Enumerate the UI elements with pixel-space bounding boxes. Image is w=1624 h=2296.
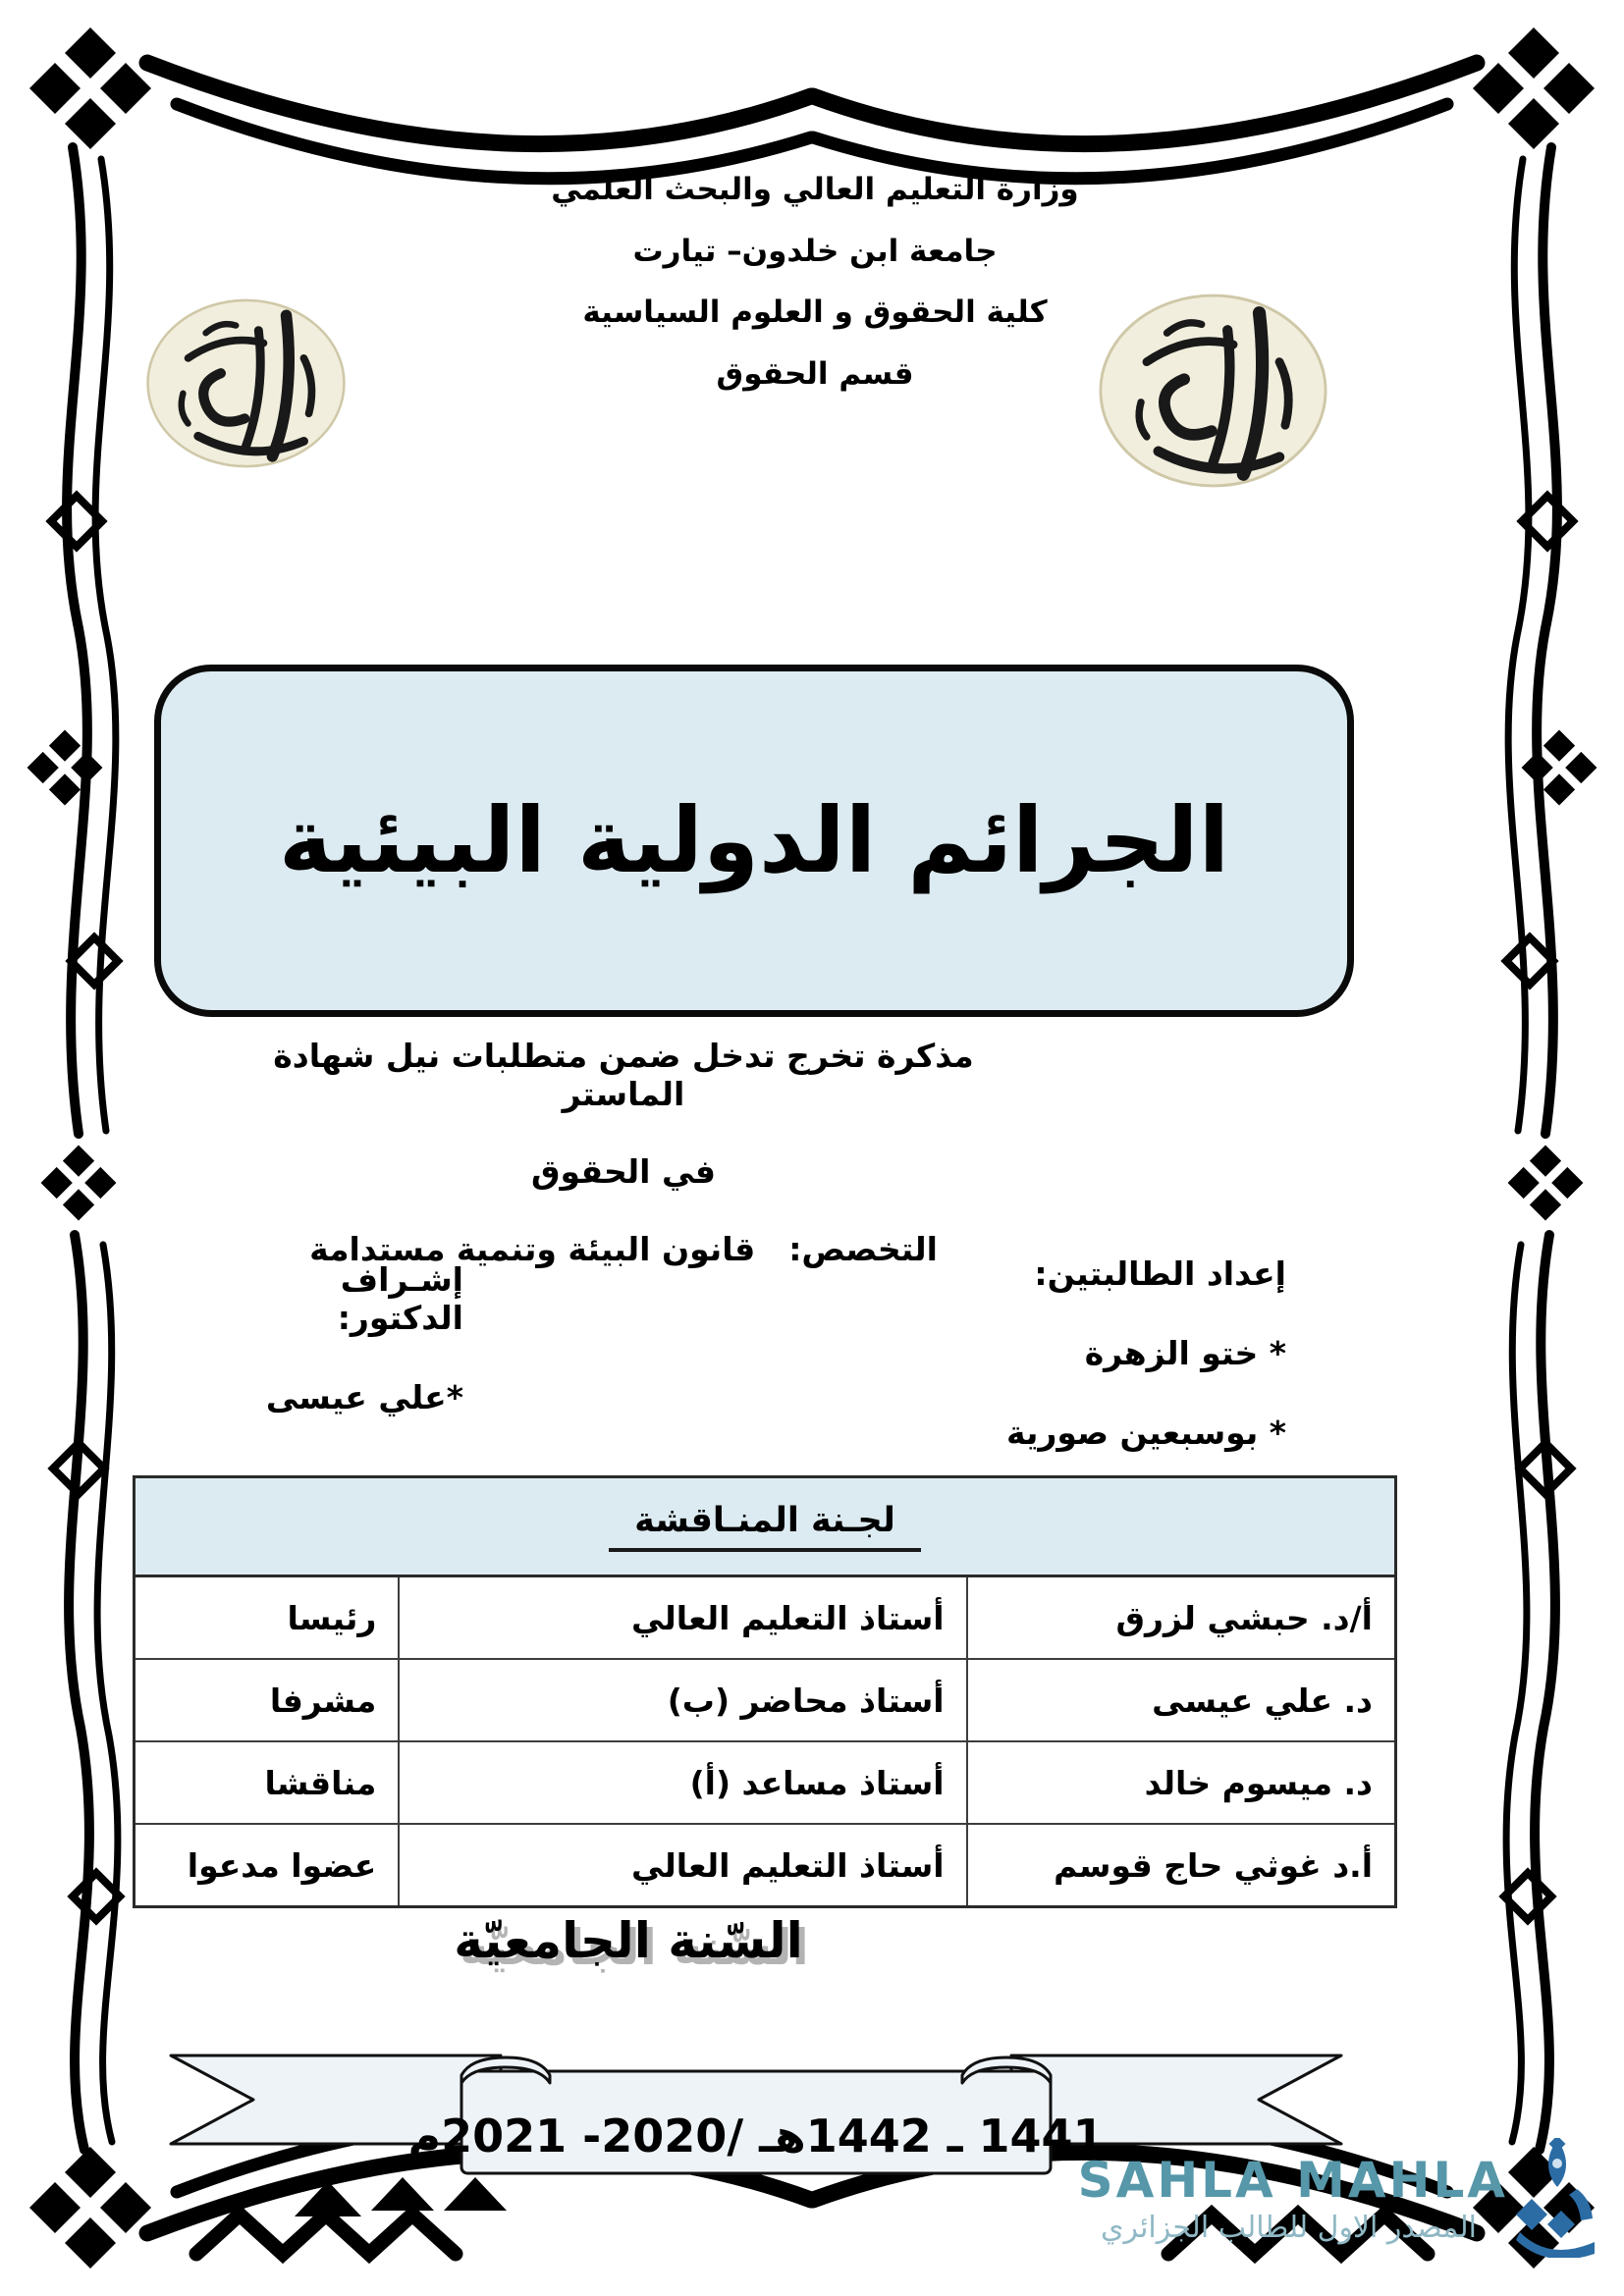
watermark-tagline: المصدر الاول للطالب الجزائري [1101,2211,1477,2245]
academic-year-label: السّنة الجامعيّة [454,1912,803,1969]
department-line: قسم الحقوق [716,355,914,392]
committee-header-row [135,1477,1396,1576]
table-row [135,1824,1396,1907]
supervisor-block [208,1260,463,1416]
member-name: د. ميسوم خالد [967,1741,1396,1824]
member-name: أ/د. حبشي لزرق [967,1576,1396,1660]
thesis-type-line: مذكرة تخرج تدخل ضمن متطلبات نيل شهادة الماستر [273,1037,974,1113]
member-name: د. علي عيسى [967,1659,1396,1741]
committee-title-text: لجـنة المنـاقشة [609,1501,921,1552]
member-role: مشرفا [135,1659,400,1741]
table-row [135,1659,1396,1741]
table-row [135,1576,1396,1660]
watermark-brand: SAHLA MAHLA [1077,2152,1508,2209]
member-role: مناقشا [135,1741,400,1824]
member-role: عضوا مدعوا [135,1824,400,1907]
member-rank: أستاذ التعليم العالي [399,1824,966,1907]
corner-diamond-cluster [29,27,151,149]
faculty-line: كلية الحقوق و العلوم السياسية [582,294,1048,331]
student-name: * ختو الزهرة [1084,1334,1286,1372]
specialty-label: التخصص: [788,1230,938,1268]
thesis-title-box [154,665,1354,1017]
ministry-line: وزارة التعليم العالي والبحث العلمي [551,172,1079,207]
authors-heading: إعداد الطالبتين: [1034,1255,1286,1293]
authors-block [997,1255,1286,1452]
member-rank: أستاذ محاضر (ب) [399,1659,966,1741]
committee-title [135,1477,1396,1576]
student-name: * بوسبعين صورية [1005,1414,1286,1452]
thesis-subtitle-block [231,1037,1016,1268]
member-rank: أستاذ مساعد (أ) [399,1741,966,1824]
member-role: رئيسا [135,1576,400,1660]
university-seal-left-icon [145,293,347,474]
header-block [393,173,1237,393]
member-name: أ.د غوثي حاج قوسم [967,1824,1396,1907]
specialty-value: قانون البيئة وتنمية مستدامة [309,1230,756,1268]
thesis-title: الجرائم الدولية البيئية [278,788,1230,893]
university-line: جامعة ابن خلدون– تيارت [632,233,998,269]
academic-year-value: 1441 ـ 1442هـ /2020- 2021م [407,2109,1105,2163]
member-rank: أستاذ التعليم العالي [399,1576,966,1660]
table-row [135,1741,1396,1824]
committee-table [133,1475,1397,1908]
supervisor-heading: إشـراف الدكتور: [337,1260,463,1337]
watermark-logo-icon [1512,2138,1602,2258]
supervisor-name: *علي عيسى [265,1378,463,1416]
thesis-field-line: في الحقوق [531,1152,716,1191]
